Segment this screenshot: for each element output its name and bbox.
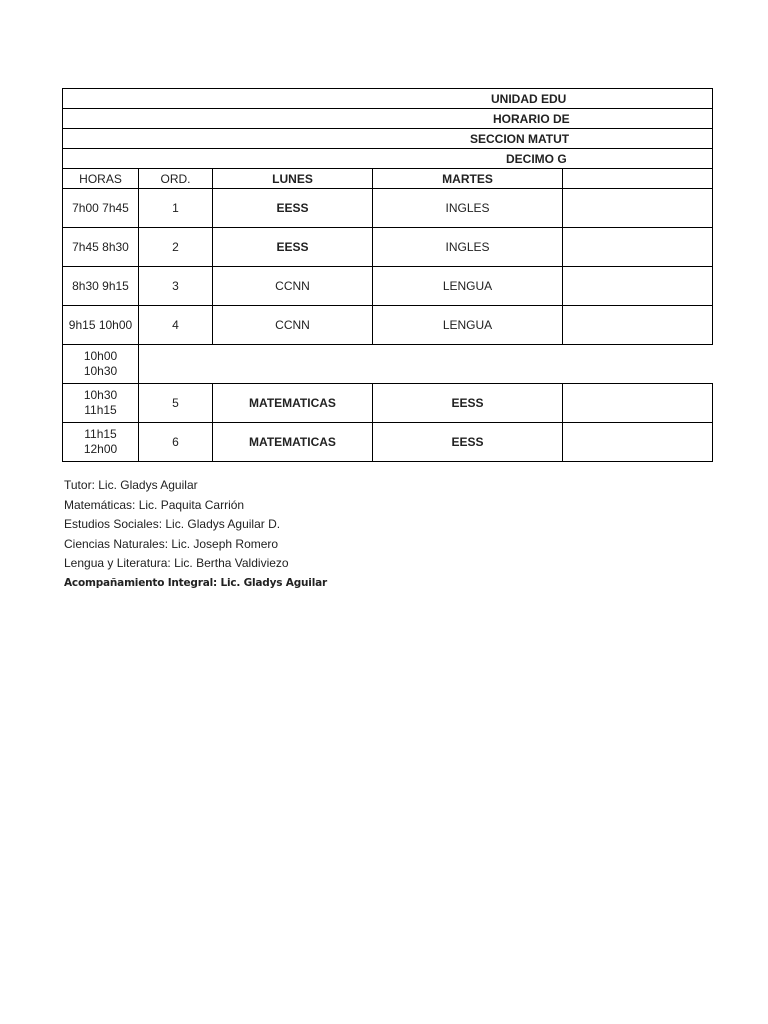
col-next xyxy=(563,169,713,189)
table-row xyxy=(63,267,713,306)
schedule-title: HORARIO DE xyxy=(493,111,570,126)
cell-ord: 3 xyxy=(139,267,213,306)
teacher-social-studies: Estudios Sociales: Lic. Gladys Aguilar D. xyxy=(64,517,281,532)
table-row xyxy=(63,306,713,345)
cell-martes: LENGUA xyxy=(373,267,563,306)
cell-lunes: CCNN xyxy=(213,267,373,306)
table-row xyxy=(63,423,713,462)
cell-lunes: EESS xyxy=(213,228,373,267)
cell-horas xyxy=(63,345,139,384)
teacher-integral: Acompañamiento Integral: Lic. Gladys Aguilar xyxy=(64,576,327,589)
cell-martes: EESS xyxy=(373,384,563,423)
col-ord: ORD. xyxy=(139,169,213,189)
cell-horas: 8h30 9h15 xyxy=(63,267,139,306)
column-header-row xyxy=(63,169,713,189)
table-row xyxy=(63,228,713,267)
cell-next xyxy=(563,423,713,462)
teacher-natural-sciences: Ciencias Naturales: Lic. Joseph Romero xyxy=(64,536,279,551)
teacher-math: Matemáticas: Lic. Paquita Carrión xyxy=(64,497,245,512)
col-martes: MARTES xyxy=(373,169,563,189)
break-start: 10h00 xyxy=(83,349,118,363)
cell-next xyxy=(563,228,713,267)
hour-end: 12h00 xyxy=(83,442,118,456)
header-row-3 xyxy=(63,129,713,149)
schedule-table-region xyxy=(62,88,570,458)
table-row xyxy=(63,384,713,423)
cell-martes: INGLES xyxy=(373,228,563,267)
header-row-4 xyxy=(63,149,713,169)
schedule-table xyxy=(62,88,713,462)
break-end: 10h30 xyxy=(83,364,118,378)
grade-title: DECIMO G xyxy=(506,151,567,166)
cell-lunes: CCNN xyxy=(213,306,373,345)
cell-ord: 6 xyxy=(139,423,213,462)
cell-ord: 4 xyxy=(139,306,213,345)
teacher-list xyxy=(64,476,327,594)
cell-ord: 1 xyxy=(139,189,213,228)
col-lunes: LUNES xyxy=(213,169,373,189)
teacher-language: Lengua y Literatura: Lic. Bertha Valdiviezo xyxy=(64,556,289,571)
cell-martes: INGLES xyxy=(373,189,563,228)
cell-lunes: MATEMATICAS xyxy=(213,384,373,423)
col-horas: HORAS xyxy=(63,169,139,189)
cell-horas xyxy=(63,384,139,423)
cell-ord: 5 xyxy=(139,384,213,423)
cell-lunes: MATEMATICAS xyxy=(213,423,373,462)
break-cell xyxy=(139,345,713,384)
break-row xyxy=(63,345,713,384)
hour-end: 11h15 xyxy=(84,403,117,417)
section-title: SECCION MATUT xyxy=(470,131,570,146)
cell-martes: EESS xyxy=(373,423,563,462)
cell-next xyxy=(563,189,713,228)
cell-ord: 2 xyxy=(139,228,213,267)
school-name: UNIDAD EDU xyxy=(491,91,567,106)
header-row-1 xyxy=(63,89,713,109)
header-row-2 xyxy=(63,109,713,129)
cell-martes: LENGUA xyxy=(373,306,563,345)
cell-next xyxy=(563,306,713,345)
hour-start: 10h30 xyxy=(83,388,118,402)
teacher-tutor: Tutor: Lic. Gladys Aguilar xyxy=(64,478,198,492)
hour-start: 11h15 xyxy=(84,427,117,441)
cell-lunes: EESS xyxy=(213,189,373,228)
cell-horas: 7h45 8h30 xyxy=(63,228,139,267)
cell-horas: 9h15 10h00 xyxy=(63,306,139,345)
cell-next xyxy=(563,384,713,423)
table-row xyxy=(63,189,713,228)
cell-next xyxy=(563,267,713,306)
cell-horas xyxy=(63,423,139,462)
cell-horas: 7h00 7h45 xyxy=(63,189,139,228)
